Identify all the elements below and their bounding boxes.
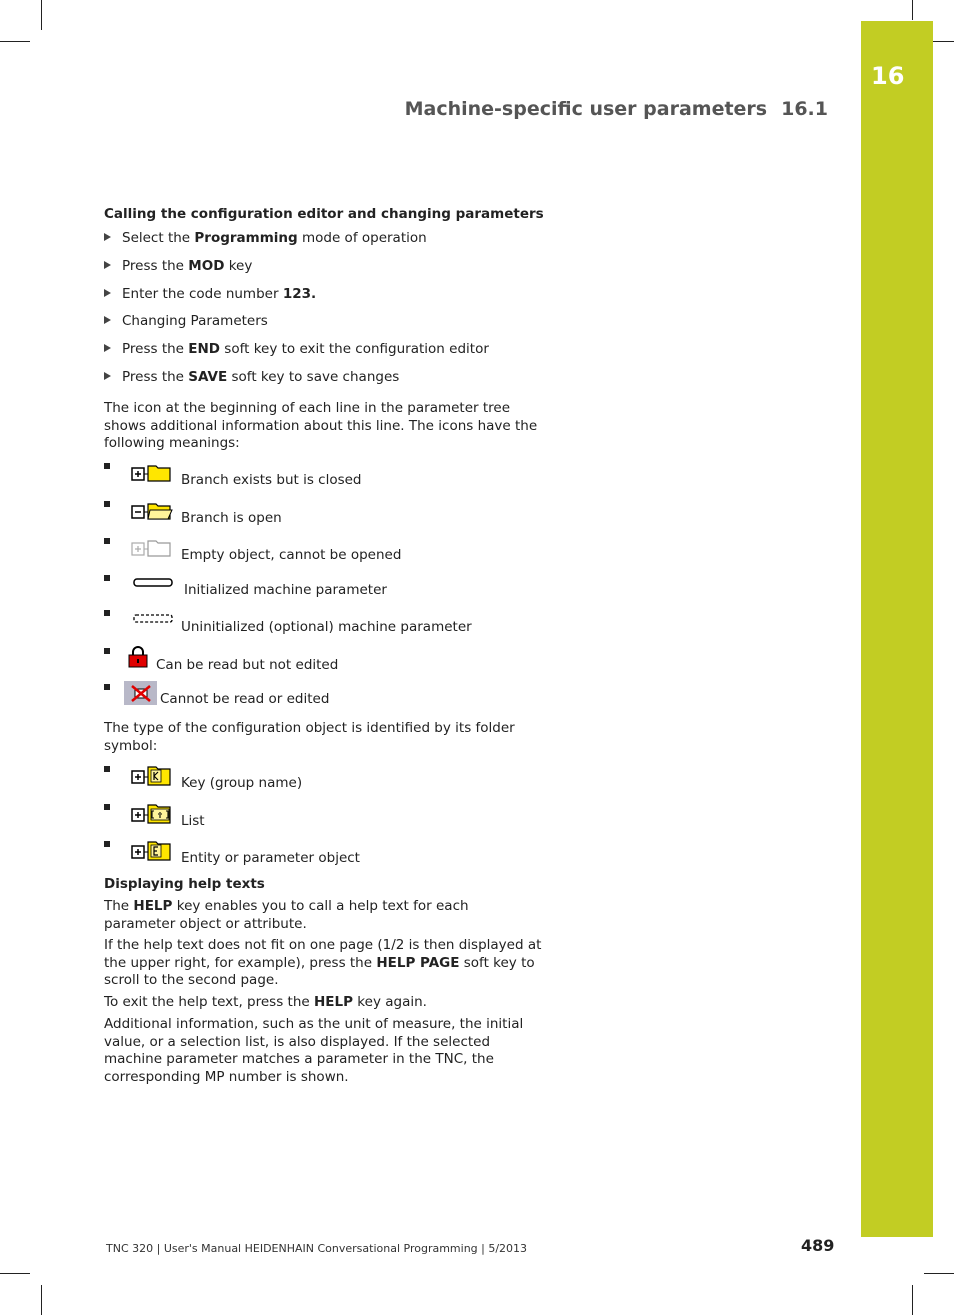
crop-mark	[912, 0, 913, 20]
paragraph: If the help text does not fit on one page (1/2 is then displayed at the upper right, for example), press the HELP PAGE soft key to scroll to the second page.	[104, 937, 542, 988]
crop-mark	[41, 0, 42, 30]
icon-label: Initialized machine parameter	[184, 582, 387, 598]
no-access-icon	[124, 681, 158, 706]
bullet	[104, 766, 110, 772]
arrow-icon	[104, 316, 111, 324]
bullet	[104, 538, 110, 544]
crop-mark	[0, 1273, 30, 1274]
icon-label: Can be read but not edited	[156, 657, 339, 673]
bullet	[104, 501, 110, 507]
step-item: Press the END soft key to exit the configuration editor	[104, 341, 489, 359]
step-item: Press the SAVE soft key to save changes	[104, 369, 399, 387]
step-item: Enter the code number 123.	[104, 286, 316, 304]
chapter-tab	[861, 21, 933, 1237]
icon-label: Branch is open	[181, 510, 282, 526]
paragraph: Additional information, such as the unit of measure, the initial value, or a selection list, is also displayed. If the selected machine parameter matches a parameter in the TNC, the corresponding MP number is shown.	[104, 1016, 524, 1085]
step-item: Select the Programming mode of operation	[104, 230, 427, 248]
arrow-icon	[104, 344, 111, 352]
arrow-icon	[104, 261, 111, 269]
uninitialized-parameter-icon	[130, 609, 180, 629]
running-head-title: Machine-specific user parameters	[404, 98, 768, 120]
icon-label: Branch exists but is closed	[181, 472, 362, 488]
crop-mark	[0, 41, 30, 42]
entity-folder-icon	[130, 839, 176, 863]
arrow-icon	[104, 233, 111, 241]
empty-object-icon	[130, 537, 176, 559]
paragraph: The icon at the beginning of each line in the parameter tree shows additional information about this line. The icons have the following meanings:	[104, 400, 538, 451]
icon-label: List	[181, 813, 205, 829]
step-item: Press the MOD key	[104, 258, 252, 276]
bullet	[104, 804, 110, 810]
bullet	[104, 575, 110, 581]
bullet	[104, 610, 110, 616]
crop-mark	[41, 1285, 42, 1315]
page-footer: TNC 320 | User's Manual HEIDENHAIN Conversational Programming | 5/2013	[106, 1242, 528, 1255]
key-folder-icon	[130, 764, 176, 788]
chapter-number: 16	[871, 62, 905, 90]
icon-label: Key (group name)	[181, 775, 303, 791]
icon-label: Uninitialized (optional) machine parameter	[181, 619, 472, 635]
branch-open-icon	[130, 500, 176, 522]
crop-mark	[924, 1273, 954, 1274]
step-item: Changing Parameters	[104, 313, 268, 331]
paragraph: The HELP key enables you to call a help text for each parameter object or attribute.	[104, 898, 469, 932]
bullet	[104, 684, 110, 690]
branch-closed-icon	[130, 462, 176, 484]
bullet	[104, 648, 110, 654]
running-head-section: 16.1	[781, 98, 828, 120]
crop-mark	[912, 1285, 913, 1315]
icon-label: Entity or parameter object	[181, 850, 360, 866]
paragraph: The type of the configuration object is identified by its folder symbol:	[104, 720, 515, 754]
icon-label: Cannot be read or edited	[160, 691, 330, 707]
page-number: 489	[801, 1236, 835, 1255]
icon-label: Empty object, cannot be opened	[181, 547, 402, 563]
list-folder-icon	[130, 802, 176, 826]
section-heading: Calling the configuration editor and changing parameters	[104, 206, 544, 222]
paragraph: To exit the help text, press the HELP key again.	[104, 994, 427, 1010]
initialized-parameter-icon	[130, 573, 180, 593]
bullet	[104, 463, 110, 469]
lock-icon	[127, 646, 151, 668]
bullet	[104, 841, 110, 847]
arrow-icon	[104, 372, 111, 380]
arrow-icon	[104, 289, 111, 297]
section-heading: Displaying help texts	[104, 876, 265, 892]
running-head	[405, 98, 828, 120]
